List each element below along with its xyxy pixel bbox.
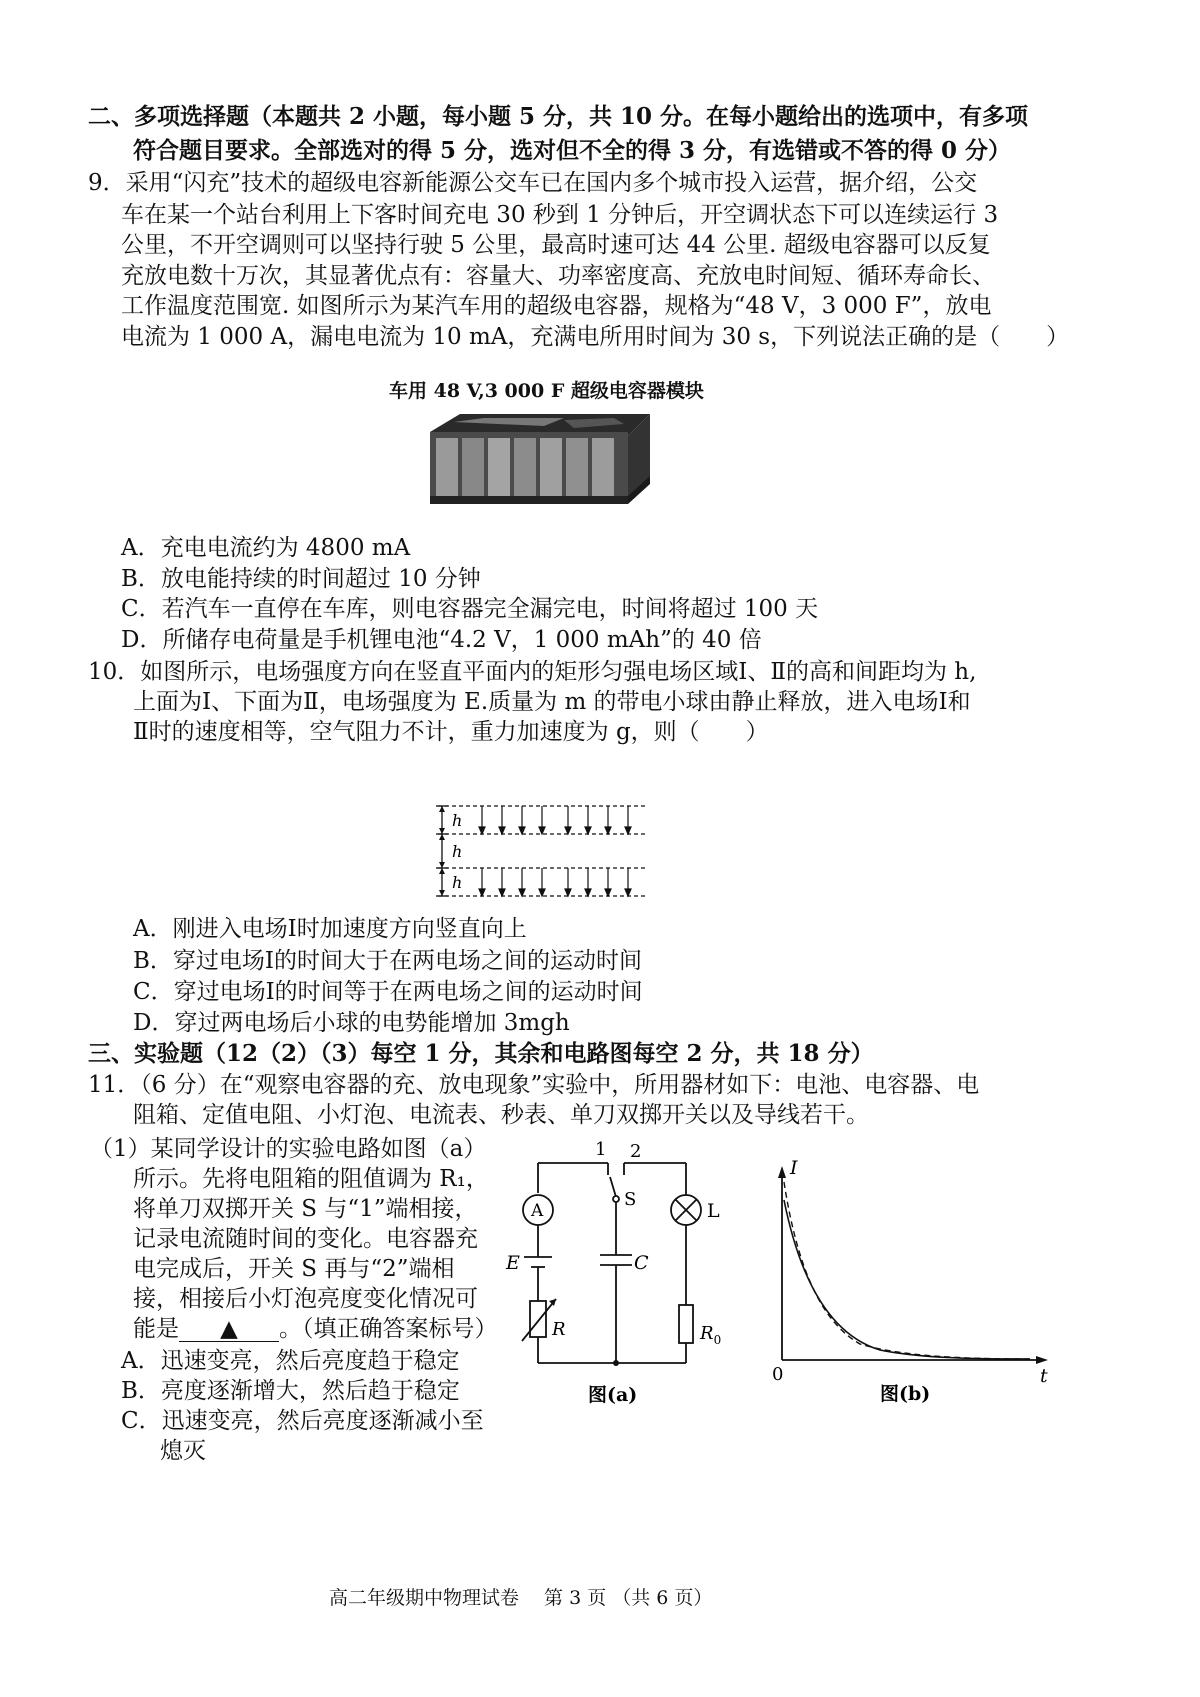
battery-label: E: [506, 1252, 520, 1274]
graph-x-label: t: [1040, 1365, 1048, 1387]
figure-a-caption: 图(a): [588, 1384, 638, 1406]
q9-option-b: B．放电能持续的时间超过 10 分钟: [121, 566, 481, 592]
q10-line: 10．如图所示，电场强度方向在竖直平面内的矩形匀强电场区域Ⅰ、Ⅱ的高和间距均为 h,: [88, 659, 977, 685]
q11-option-c: C．迅速变亮，然后亮度逐渐减小至: [121, 1408, 484, 1434]
q9-line: 公里，不开空调则可以坚持行驶 5 公里，最高时速可达 44 公里. 超级电容器可以反复: [121, 232, 991, 258]
answer-blank[interactable]: ▲: [179, 1317, 279, 1342]
q10-line: 上面为Ⅰ、下面为Ⅱ，电场强度为 E.质量为 m 的带电小球由静止释放，进入电场Ⅰ和: [133, 689, 971, 715]
capacitor-label: C: [634, 1252, 649, 1274]
capacitor-module-image: [414, 408, 654, 514]
q9-option-c: C．若汽车一直停在车库，则电容器完全漏完电，时间将超过 100 天: [121, 596, 819, 622]
lamp-label: L: [707, 1200, 720, 1222]
circuit-diagram-a: [500, 1135, 760, 1415]
blank-prefix: 能是: [133, 1316, 179, 1342]
terminal-2-label: 2: [630, 1141, 642, 1162]
q11-part1-line: 所示。先将电阻箱的阻值调为 R₁，: [133, 1166, 489, 1192]
q11-blank-line: [133, 1314, 498, 1344]
q9-figure-caption: 车用 48 V,3 000 F 超级电容器模块: [389, 380, 704, 402]
q11-option-c-cont: 熄灭: [160, 1438, 206, 1464]
q11-option-a: A．迅速变亮，然后亮度趋于稳定: [121, 1348, 460, 1374]
electric-field-diagram: [430, 798, 650, 902]
q10-line: Ⅱ时的速度相等，空气阻力不计，重力加速度为 g，则（ ）: [133, 719, 769, 745]
q10-option-d: D．穿过两电场后小球的电势能增加 3mgh: [133, 1010, 570, 1036]
q11-line: 11．（6 分）在“观察电容器的充、放电现象”实验中，所用器材如下：电池、电容器、电: [88, 1072, 980, 1098]
q9-line: 9．采用“闪充”技术的超级电容新能源公交车已在国内多个城市投入运营，据介绍，公交: [88, 170, 978, 196]
h-label-2: h: [452, 842, 463, 861]
h-label-1: h: [452, 811, 463, 830]
q9-line: 车在某一个站台利用上下客时间充电 30 秒到 1 分钟后，开空调状态下可以连续运行 3: [121, 202, 999, 228]
resistor-box-label: R: [552, 1319, 566, 1340]
current-time-graph-b: [770, 1160, 1060, 1410]
q9-line: 电流为 1 000 A，漏电电流为 10 mA，充满电所用时间为 30 s，下列说法正确的是（ ）: [121, 324, 1070, 350]
q9-line: 充放电数十万次，其显著优点有：容量大、功率密度高、充放电时间短、循环寿命长、: [121, 263, 995, 289]
q11-option-b: B．亮度逐渐增大，然后趋于稳定: [121, 1378, 460, 1404]
q11-part1-line: 记录电流随时间的变化。电容器充: [133, 1226, 478, 1252]
q10-option-b: B．穿过电场Ⅰ的时间大于在两电场之间的运动时间: [133, 948, 642, 974]
q11-line: 阻箱、定值电阻、小灯泡、电流表、秒表、单刀双掷开关以及导线若干。: [133, 1102, 869, 1128]
q9-option-d: D．所储存电荷量是手机锂电池“4.2 V，1 000 mAh”的 40 倍: [121, 627, 762, 653]
q11-part1-line: 将单刀双掷开关 S 与“1”端相接，: [133, 1196, 478, 1222]
graph-origin-label: 0: [772, 1364, 784, 1385]
section2-heading-line1: 二、多项选择题（本题共 2 小题，每小题 5 分，共 10 分。在每小题给出的选项中，有多项: [88, 103, 1029, 130]
ammeter-label: A: [531, 1201, 544, 1221]
q10-option-a: A．刚进入电场Ⅰ时加速度方向竖直向上: [133, 916, 527, 942]
q11-part1-line: 接，相接后小灯泡亮度变化情况可: [133, 1286, 478, 1312]
q9-option-a: A．充电电流约为 4800 mA: [121, 535, 411, 561]
graph-y-label: I: [790, 1160, 798, 1179]
q10-option-c: C．穿过电场Ⅰ的时间等于在两电场之间的运动时间: [133, 979, 643, 1005]
q11-part1-line: （1）某同学设计的实验电路如图（a）: [90, 1136, 487, 1162]
page-footer: 高二年级期中物理试卷 第 3 页 （共 6 页）: [329, 1587, 713, 1609]
switch-label: S: [624, 1189, 637, 1210]
section2-heading-line2: 符合题目要求。全部选对的得 5 分，选对但不全的得 3 分，有选错或不答的得 0 分）: [133, 137, 1012, 164]
q11-part1-line: 电完成后，开关 S 再与“2”端相: [133, 1256, 455, 1282]
h-label-3: h: [452, 873, 463, 892]
q9-line: 工作温度范围宽. 如图所示为某汽车用的超级电容器，规格为“48 V，3 000 F”，放电: [121, 293, 992, 319]
blank-suffix: 。（填正确答案标号）: [279, 1316, 498, 1342]
terminal-1-label: 1: [595, 1139, 607, 1160]
figure-b-caption: 图(b): [880, 1383, 931, 1405]
section3-heading: 三、实验题（12（2）（3）每空 1 分，其余和电路图每空 2 分，共 18 分）: [88, 1040, 874, 1067]
fixed-resistor-label: $R_0$: [700, 1323, 722, 1347]
